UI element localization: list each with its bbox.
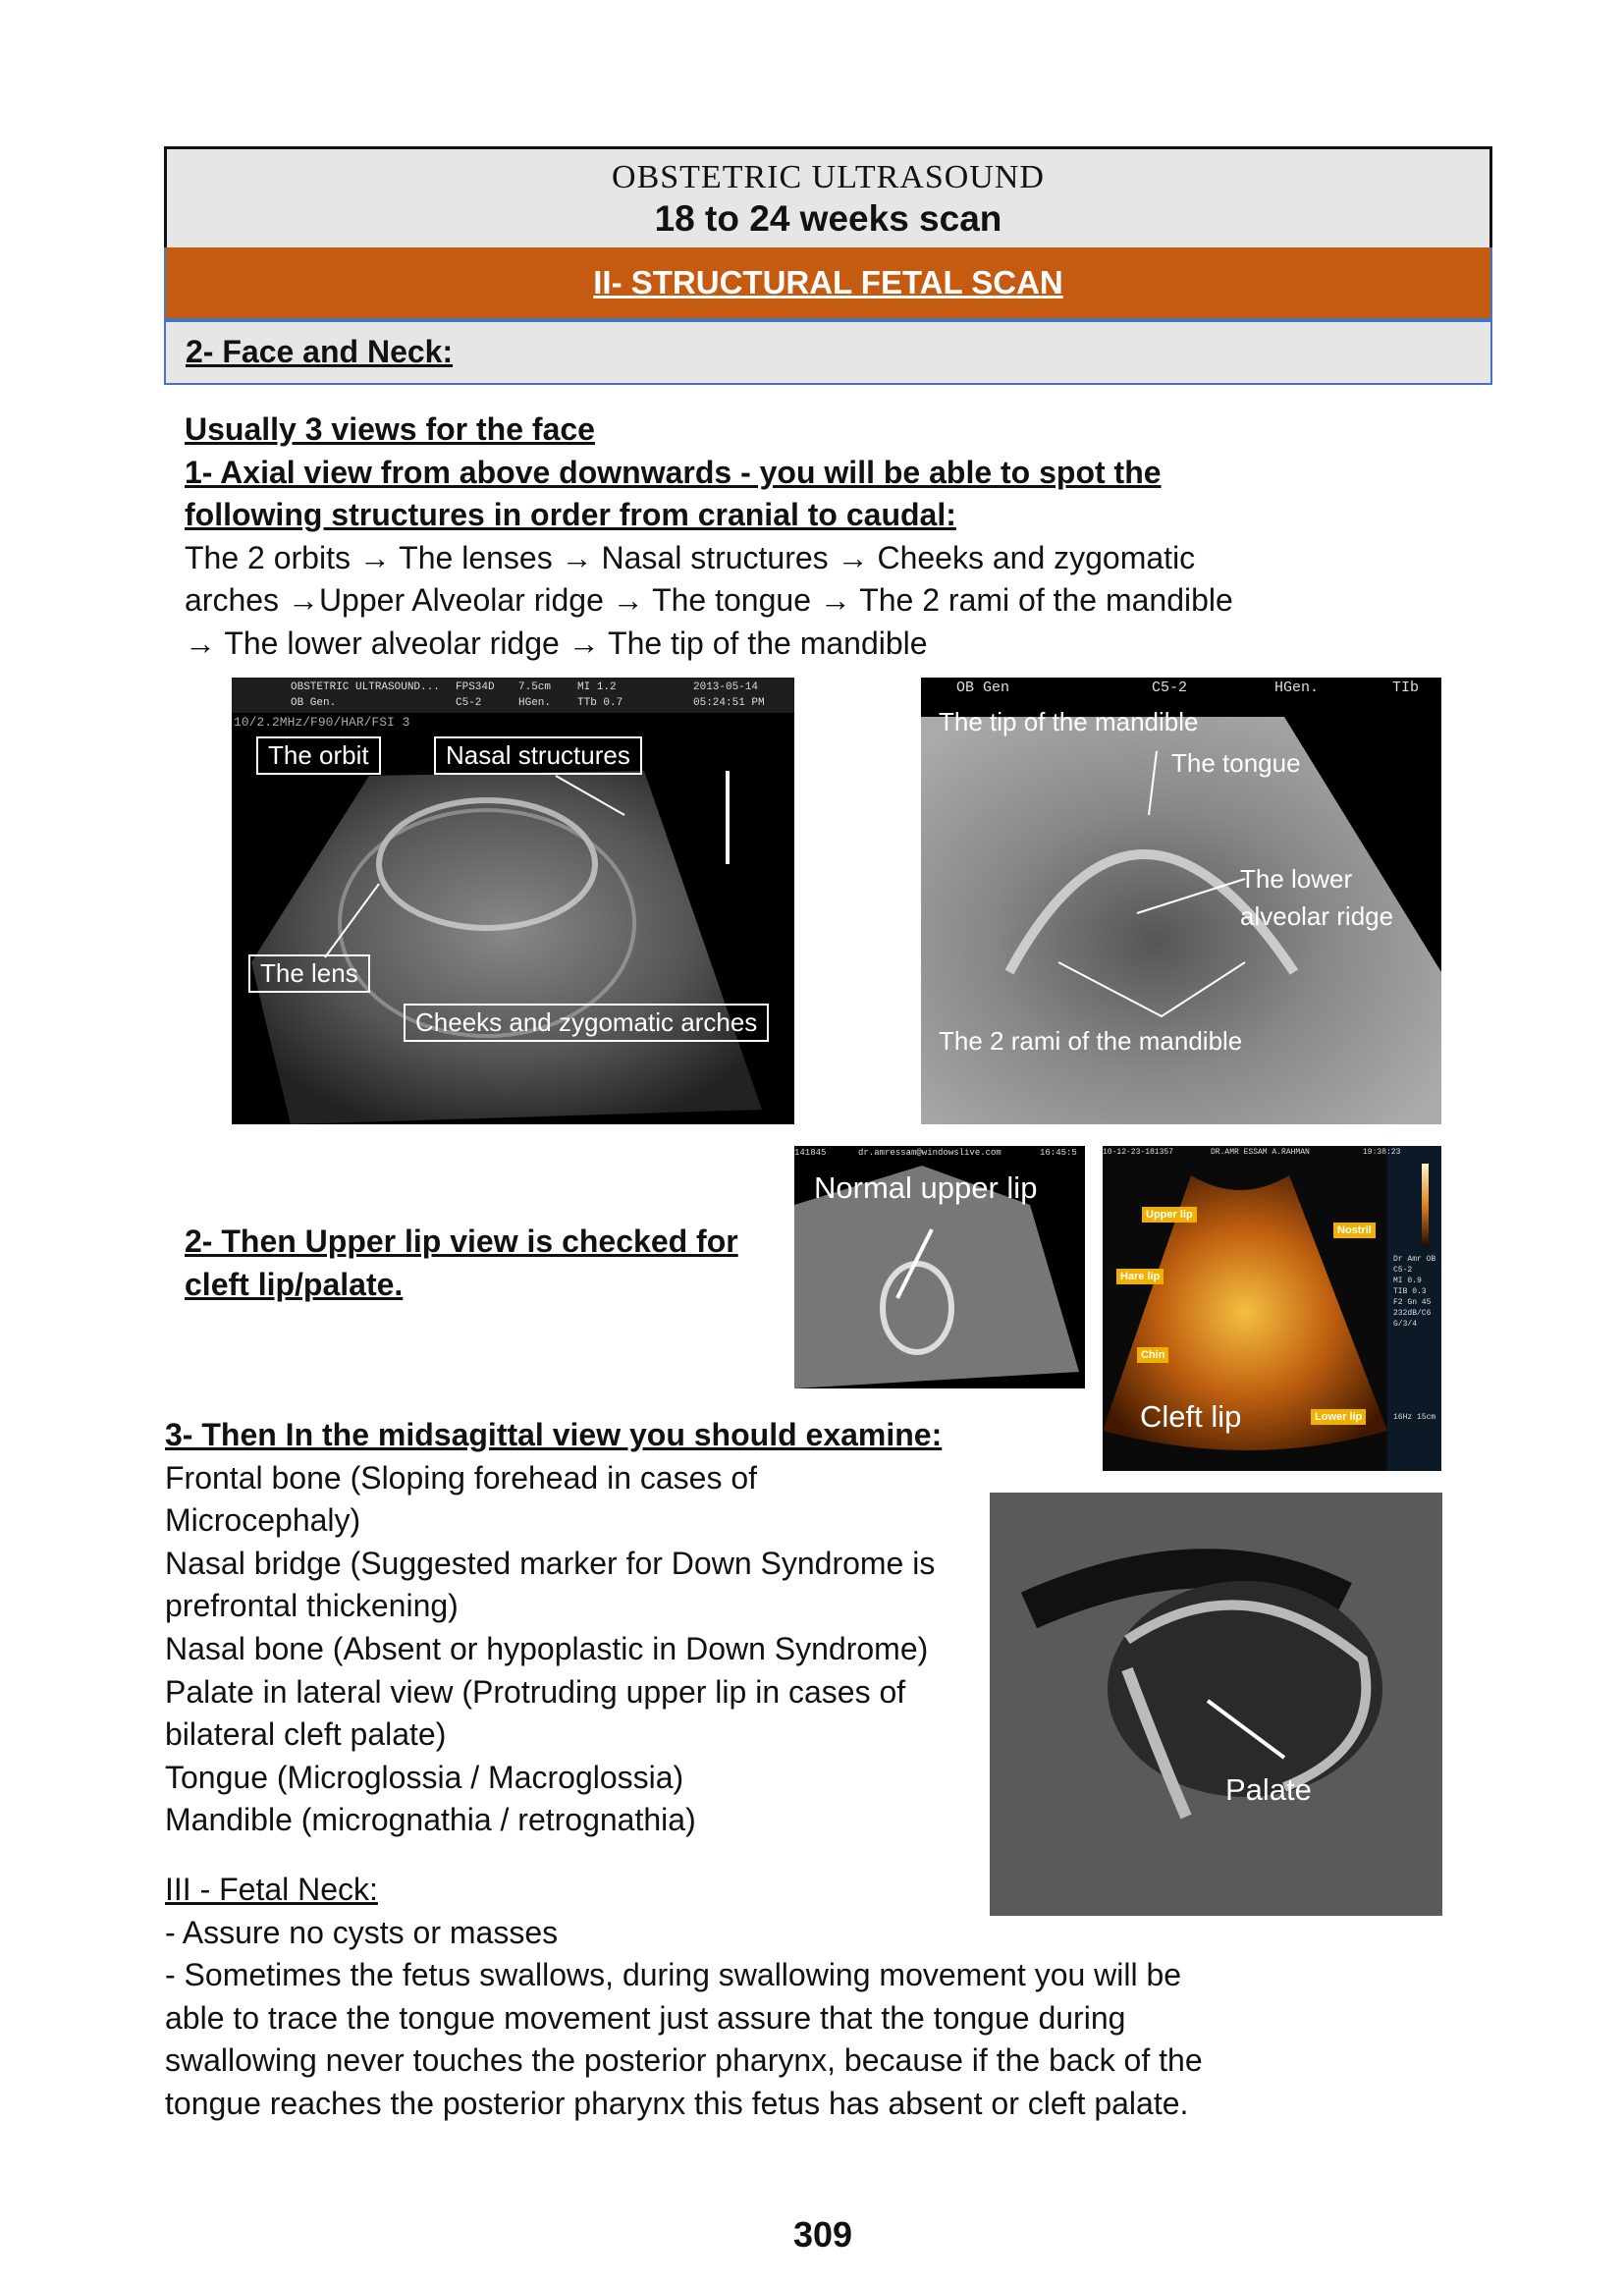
neck-line: swallowing never touches the posterior pharynx, because if the back of the [165, 2042, 1203, 2079]
label-rami-of-mandible: The 2 rami of the mandible [939, 1026, 1243, 1056]
scan-meta: G/3/4 [1393, 1320, 1418, 1329]
tag-hare-lip: Hare lip [1116, 1269, 1164, 1284]
scan-meta: 19:38:23 [1363, 1148, 1401, 1157]
scan-meta: 141845 [794, 1148, 827, 1158]
header-title-box [164, 146, 1492, 250]
tag-chin: Chin [1137, 1347, 1168, 1363]
label-cleft-lip: Cleft lip [1140, 1399, 1242, 1434]
tag-lower-lip: Lower lip [1311, 1409, 1366, 1425]
neck-line: able to trace the tongue movement just assure that the tongue during [165, 1999, 1126, 2036]
midsagittal-line: prefrontal thickening) [165, 1588, 459, 1624]
scan-meta: TIb [1392, 680, 1420, 696]
label-the-orbit: The orbit [256, 736, 381, 775]
scan-meta: TIB 0.3 [1393, 1287, 1427, 1296]
label-normal-upper-lip: Normal upper lip [814, 1170, 1038, 1205]
scan-meta: 05:24:51 PM [693, 697, 765, 709]
scan-meta: C5-2 [1393, 1266, 1413, 1275]
scan-meta: 2013-05-14 [693, 681, 759, 693]
scan-meta: MI 1.2 [577, 681, 617, 693]
midsagittal-palate-image [990, 1493, 1442, 1916]
header-subtitle: 18 to 24 weeks scan [654, 198, 1002, 239]
page-number: 309 [792, 2214, 853, 2255]
label-tip-of-mandible: The tip of the mandible [939, 707, 1199, 736]
axial-line: arches →Upper Alveolar ridge → The tongue → The 2 rami of the mandible [185, 582, 1233, 619]
section-title: II- STRUCTURAL FETAL SCAN [593, 264, 1063, 300]
axial-heading-2: following structures in order from cranial to caudal: [185, 497, 956, 533]
neck-line: - Sometimes the fetus swallows, during swallowing movement you will be [165, 1957, 1182, 1993]
section-banner [164, 247, 1492, 320]
axial-heading-1: 1- Axial view from above downwards - you will be able to spot the [185, 454, 1162, 490]
scan-meta: 16:45:5 [1040, 1148, 1077, 1158]
upper-lip-line: 2- Then Upper lip view is checked for [185, 1224, 738, 1259]
tag-upper-lip: Upper lip [1142, 1207, 1197, 1223]
scan-meta: 7.5cm [518, 681, 552, 693]
scan-side-meta [1393, 1254, 1435, 1330]
scan-meta: HGen. [1274, 680, 1320, 696]
scan-meta: C5-2 [1152, 680, 1188, 696]
neck-line: - Assure no cysts or masses [165, 1914, 559, 1950]
label-lower-alveolar-ridge: alveolar ridge [1240, 901, 1394, 931]
axial-line: The 2 orbits → The lenses → Nasal structures → Cheeks and zygomatic [185, 539, 1196, 575]
label-cheeks-zygomatic: Cheeks and zygomatic arches [404, 1004, 769, 1042]
scan-meta: 16Hz 15cm [1393, 1413, 1436, 1422]
scan-meta: MI 0.9 [1393, 1277, 1422, 1285]
label-lower-alveolar-ridge: The lower [1240, 864, 1353, 894]
label-palate: Palate [1225, 1772, 1312, 1807]
intro-heading: Usually 3 views for the face [185, 411, 595, 447]
upper-lip-heading [185, 1221, 738, 1306]
axial-line: → The lower alveolar ridge → The tip of the mandible [185, 625, 928, 661]
label-nasal-structures: Nasal structures [434, 736, 642, 775]
midsagittal-line: Frontal bone (Sloping forehead in cases of [165, 1459, 758, 1496]
scan-meta: FPS34D [456, 681, 495, 693]
midsagittal-line: Palate in lateral view (Protruding upper lip in cases of [165, 1673, 906, 1710]
midsagittal-line: Tongue (Microglossia / Macroglossia) [165, 1759, 684, 1795]
axial-face-ultrasound-image [232, 678, 794, 1124]
scan-meta: HGen. [518, 697, 552, 709]
scan-meta: OB Gen. [291, 697, 337, 709]
ultrasound-scan-graphic [990, 1493, 1442, 1916]
scan-meta: 10-12-23-181357 [1103, 1148, 1174, 1157]
upper-lip-line: cleft lip/palate. [185, 1266, 404, 1302]
mandible-ultrasound-image [921, 678, 1441, 1124]
scan-meta: C5-2 [456, 697, 482, 709]
scan-meta: TTb 0.7 [577, 697, 623, 709]
scan-meta: Dr Amr OB [1393, 1255, 1436, 1264]
label-the-lens: The lens [248, 954, 370, 993]
label-the-tongue: The tongue [1171, 748, 1301, 778]
scan-meta: 10/2.2MHz/F90/HAR/FSI 3 [234, 715, 410, 730]
subsection-box [164, 320, 1492, 385]
scan-meta: F2 Gn 45 [1393, 1298, 1432, 1307]
normal-upper-lip-image [794, 1146, 1085, 1388]
page-header [164, 146, 1490, 384]
midsagittal-heading: 3- Then In the midsagittal view you should examine: [165, 1417, 943, 1452]
header-title: OBSTETRIC ULTRASOUND [612, 159, 1045, 195]
midsagittal-line: Nasal bridge (Suggested marker for Down Syndrome is [165, 1545, 936, 1581]
midsagittal-line: Nasal bone (Absent or hypoplastic in Down Syndrome) [165, 1630, 929, 1666]
midsagittal-line: Microcephaly) [165, 1502, 361, 1539]
scan-meta: OBSTETRIC ULTRASOUND... [291, 681, 440, 693]
intro-text [185, 408, 1233, 666]
scan-meta: 232dB/C6 [1393, 1309, 1432, 1318]
tag-nostril: Nostril [1333, 1223, 1376, 1238]
midsagittal-line: bilateral cleft palate) [165, 1716, 447, 1753]
midsagittal-line: Mandible (micrognathia / retrognathia) [165, 1802, 696, 1838]
scan-meta: OB Gen [956, 680, 1010, 696]
scan-meta: DR.AMR ESSAM A.RAHMAN [1211, 1148, 1310, 1157]
fetal-neck-heading: III - Fetal Neck: [165, 1871, 378, 1907]
neck-line: tongue reaches the posterior pharynx this fetus has absent or cleft palate. [165, 2085, 1189, 2121]
subsection-title: 2- Face and Neck: [186, 334, 454, 369]
scan-meta: dr.amressam@windowslive.com [858, 1148, 1001, 1158]
